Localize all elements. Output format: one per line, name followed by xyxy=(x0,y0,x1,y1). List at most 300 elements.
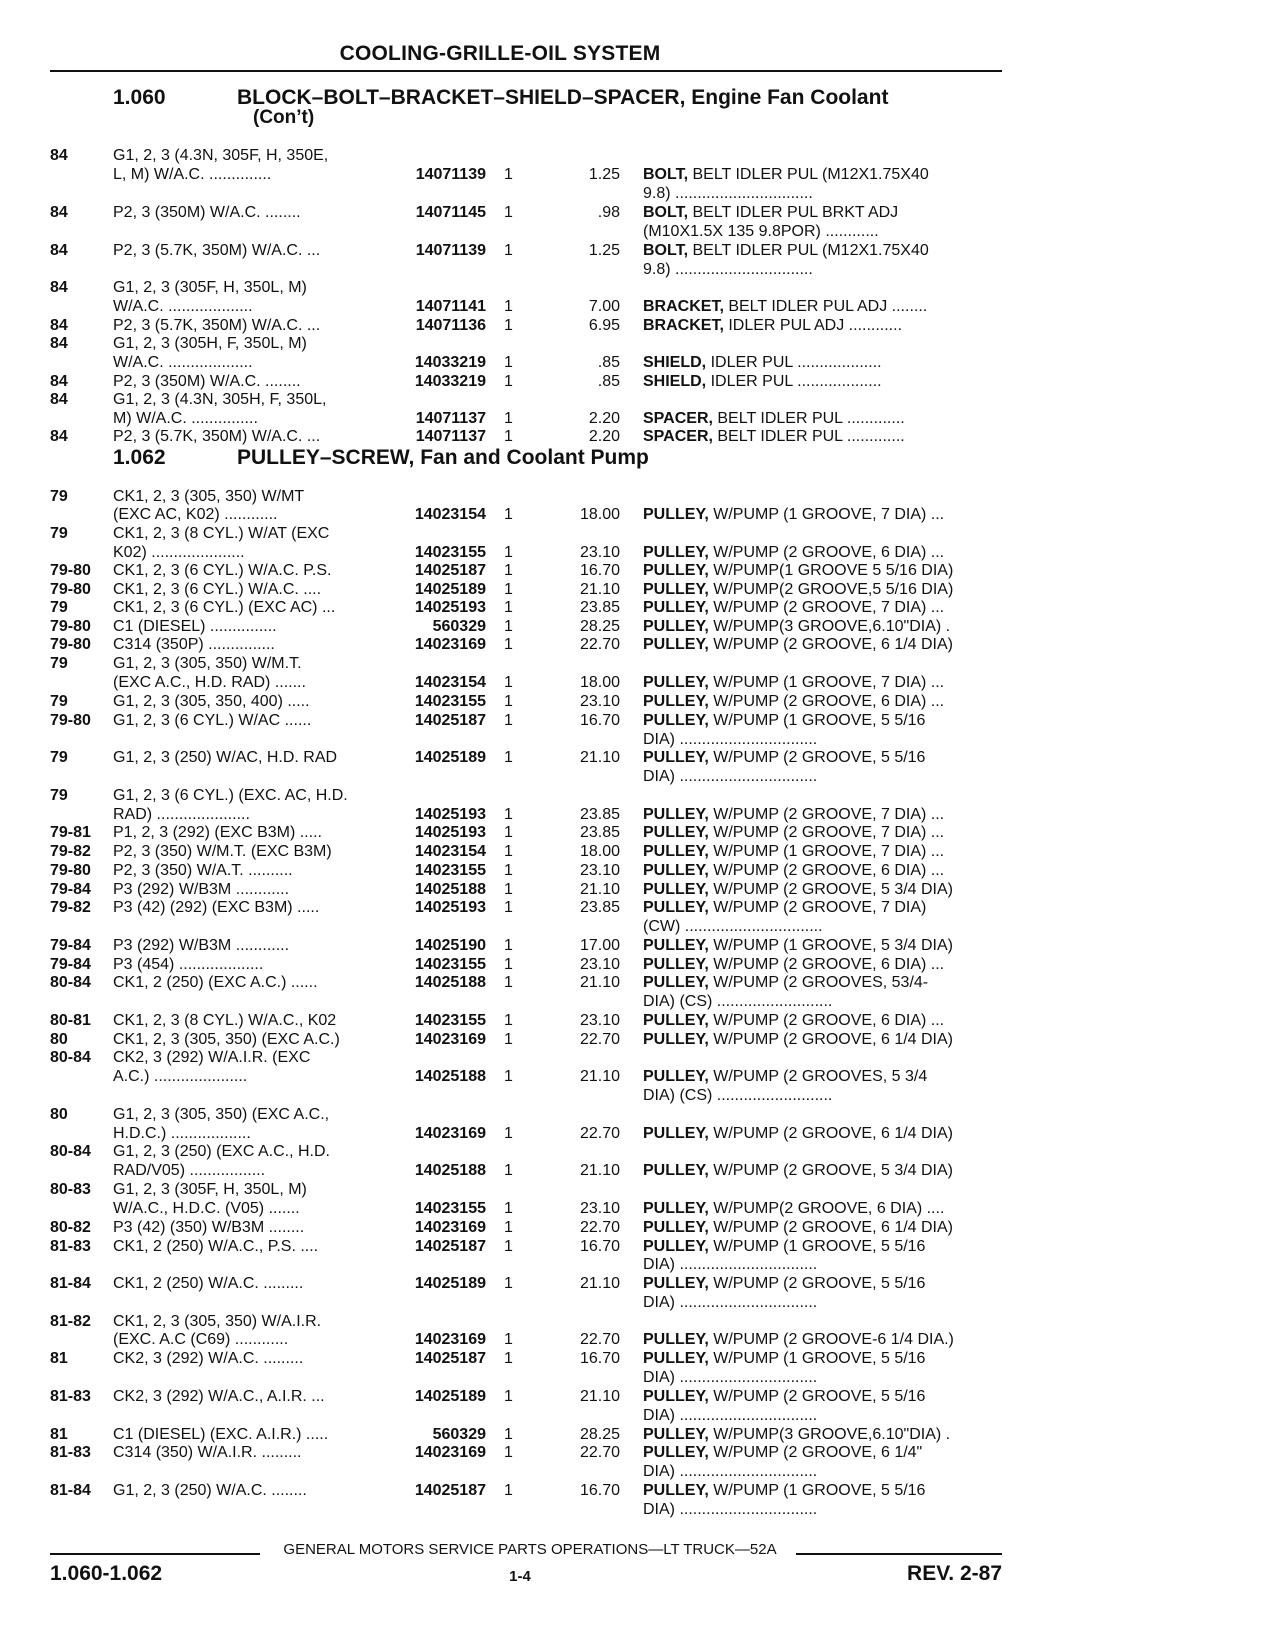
price: 23.85 xyxy=(579,899,620,916)
reference-number: 79-82 xyxy=(50,899,91,916)
reference-number: 84 xyxy=(50,147,68,164)
application: (EXC A.C., H.D. RAD) ....... xyxy=(113,674,306,691)
part-number: 14033219 xyxy=(414,373,486,390)
price: 23.85 xyxy=(579,824,620,841)
reference-number: 79 xyxy=(50,749,68,766)
application: P2, 3 (5.7K, 350M) W/A.C. ... xyxy=(113,317,321,334)
description-text: W/PUMP (2 GROOVE, 6 1/4" xyxy=(708,1444,923,1461)
application: RAD/V05) ................. xyxy=(113,1162,266,1179)
application: CK2, 3 (292) W/A.I.R. (EXC xyxy=(113,1049,311,1066)
description-keyword: PULLEY, xyxy=(643,1331,709,1348)
part-number: 14023169 xyxy=(414,636,486,653)
description-keyword: PULLEY, xyxy=(643,899,709,916)
description-keyword: PULLEY, xyxy=(643,636,709,653)
application: G1, 2, 3 (250) W/A.C. ........ xyxy=(113,1482,307,1499)
description-keyword: PULLEY, xyxy=(643,824,709,841)
section-number: 1.062 xyxy=(113,446,166,469)
part-number: 14023155 xyxy=(414,544,486,561)
part-number: 14025187 xyxy=(414,712,486,729)
description xyxy=(643,1500,1003,1519)
part-number: 14033219 xyxy=(414,354,486,371)
description-text: W/PUMP(2 GROOVE, 6 DIA) .... xyxy=(708,1200,945,1217)
description-keyword: PULLEY, xyxy=(643,1012,709,1029)
reference-number: 84 xyxy=(50,428,68,445)
price: 22.70 xyxy=(579,1031,620,1048)
description-text: W/PUMP (2 GROOVE-6 1/4 DIA.) xyxy=(708,1331,954,1348)
description-text: W/PUMP (2 GROOVES, 5 3/4 xyxy=(708,1068,928,1085)
description xyxy=(643,1368,1003,1387)
part-number: 14023155 xyxy=(414,956,486,973)
description xyxy=(643,1237,1003,1256)
description-keyword: PULLEY, xyxy=(643,749,709,766)
description-text: W/PUMP (2 GROOVE, 7 DIA) ... xyxy=(708,806,945,823)
price: 6.95 xyxy=(588,317,620,334)
application: C314 (350) W/A.I.R. ......... xyxy=(113,1444,302,1461)
description xyxy=(643,711,1003,730)
description-keyword: PULLEY, xyxy=(643,1031,709,1048)
price: 22.70 xyxy=(579,1219,620,1236)
description-text: IDLER PUL ADJ ............ xyxy=(723,317,903,334)
application: G1, 2, 3 (6 CYL.) W/AC ...... xyxy=(113,712,312,729)
reference-number: 81-84 xyxy=(50,1482,91,1499)
description-text: W/PUMP (2 GROOVE, 6 DIA) ... xyxy=(708,862,945,879)
description xyxy=(643,805,1003,824)
description xyxy=(643,1443,1003,1462)
description xyxy=(643,409,1003,428)
quantity: 1 xyxy=(504,618,513,635)
description-keyword: PULLEY, xyxy=(643,562,709,579)
part-number: 14071136 xyxy=(415,317,486,334)
section-heading-1060 xyxy=(113,86,888,110)
page-number: 1-4 xyxy=(509,1568,531,1585)
reference-number: 84 xyxy=(50,317,68,334)
description-keyword: PULLEY, xyxy=(643,881,709,898)
description-keyword: PULLEY, xyxy=(643,862,709,879)
reference-number: 79 xyxy=(50,693,68,710)
header-rule xyxy=(50,70,1002,72)
description-keyword: PULLEY, xyxy=(643,1426,709,1443)
description-text: W/PUMP (1 GROOVE, 5 5/16 xyxy=(708,1238,926,1255)
description xyxy=(643,222,1003,241)
description xyxy=(643,1124,1003,1143)
description xyxy=(643,561,1003,580)
price: 23.85 xyxy=(579,599,620,616)
part-number: 14025187 xyxy=(414,1238,486,1255)
application: P1, 2, 3 (292) (EXC B3M) ..... xyxy=(113,824,322,841)
description-text: W/PUMP (1 GROOVE, 7 DIA) ... xyxy=(708,843,945,860)
quantity: 1 xyxy=(504,843,513,860)
description-keyword: PULLEY, xyxy=(643,1238,709,1255)
quantity: 1 xyxy=(504,636,513,653)
description-text: (CW) ............................... xyxy=(643,918,823,935)
reference-number: 79 xyxy=(50,525,68,542)
quantity: 1 xyxy=(504,1219,513,1236)
part-number: 14025193 xyxy=(414,899,486,916)
description-text: W/PUMP (2 GROOVE, 5 5/16 xyxy=(708,749,926,766)
application: P2, 3 (350M) W/A.C. ........ xyxy=(113,204,301,221)
quantity: 1 xyxy=(504,693,513,710)
application: RAD) ..................... xyxy=(113,806,250,823)
application: CK1, 2, 3 (6 CYL.) W/A.C. .... xyxy=(113,581,322,598)
description xyxy=(643,617,1003,636)
description xyxy=(643,767,1003,786)
description-text: W/PUMP (2 GROOVE, 7 DIA) xyxy=(708,899,927,916)
description-text: W/PUMP (2 GROOVE, 6 1/4 DIA) xyxy=(708,1031,953,1048)
description-text: W/PUMP (1 GROOVE, 5 5/16 xyxy=(708,712,926,729)
description-text: W/PUMP (2 GROOVES, 53/4- xyxy=(708,974,929,991)
reference-number: 84 xyxy=(50,279,68,296)
reference-number: 80-84 xyxy=(50,974,91,991)
description-keyword: PULLEY, xyxy=(643,806,709,823)
description xyxy=(643,203,1003,222)
description-keyword: PULLEY, xyxy=(643,1350,709,1367)
description-text: BELT IDLER PUL (M12X1.75X40 xyxy=(688,242,929,259)
description-text: W/PUMP (2 GROOVE, 6 1/4 DIA) xyxy=(708,636,953,653)
part-number: 14025187 xyxy=(414,1482,486,1499)
description xyxy=(643,635,1003,654)
part-number: 14025193 xyxy=(414,824,486,841)
application: G1, 2, 3 (305, 350) (EXC A.C., xyxy=(113,1106,330,1123)
part-number: 14023155 xyxy=(414,1012,486,1029)
reference-number: 81-83 xyxy=(50,1444,91,1461)
price: 23.10 xyxy=(579,693,620,710)
footer-rule-left xyxy=(50,1553,260,1555)
application: P3 (42) (350) W/B3M ........ xyxy=(113,1219,305,1236)
price: 23.10 xyxy=(579,862,620,879)
reference-number: 81 xyxy=(50,1350,68,1367)
description-keyword: SHIELD, xyxy=(643,373,707,390)
reference-number: 79-80 xyxy=(50,581,91,598)
part-number: 14023169 xyxy=(414,1125,486,1142)
description-keyword: PULLEY, xyxy=(643,693,709,710)
description xyxy=(643,1406,1003,1425)
quantity: 1 xyxy=(504,674,513,691)
description-keyword: PULLEY, xyxy=(643,712,709,729)
description xyxy=(643,880,1003,899)
application: CK1, 2 (250) (EXC A.C.) ...... xyxy=(113,974,318,991)
description xyxy=(643,297,1003,316)
description-text: W/PUMP (1 GROOVE, 5 5/16 xyxy=(708,1350,926,1367)
application: P2, 3 (350M) W/A.C. ........ xyxy=(113,373,301,390)
description xyxy=(643,316,1003,335)
application: G1, 2, 3 (4.3N, 305F, H, 350E, xyxy=(113,147,329,164)
price: 23.10 xyxy=(579,1012,620,1029)
part-number: 14071137 xyxy=(415,410,486,427)
description-text: W/PUMP(3 GROOVE,6.10"DIA) . xyxy=(708,1426,951,1443)
description xyxy=(643,1481,1003,1500)
application: W/A.C. ................... xyxy=(113,298,253,315)
description-text: W/PUMP (2 GROOVE, 7 DIA) ... xyxy=(708,599,945,616)
footer-publisher: GENERAL MOTORS SERVICE PARTS OPERATIONS—LT TRUCK—52A xyxy=(283,1541,777,1558)
description-text: DIA) ............................... xyxy=(643,1294,818,1311)
reference-number: 79-80 xyxy=(50,636,91,653)
application: H.D.C.) .................. xyxy=(113,1125,251,1142)
description-text: DIA) ............................... xyxy=(643,1463,818,1480)
quantity: 1 xyxy=(504,1238,513,1255)
reference-number: 79-80 xyxy=(50,862,91,879)
application: (EXC AC, K02) ............ xyxy=(113,506,278,523)
application: L, M) W/A.C. .............. xyxy=(113,166,272,183)
description xyxy=(643,1161,1003,1180)
description xyxy=(643,427,1003,446)
description-keyword: BOLT, xyxy=(643,204,689,221)
reference-number: 81-83 xyxy=(50,1388,91,1405)
reference-number: 79 xyxy=(50,488,68,505)
description-text: IDLER PUL ................... xyxy=(706,373,882,390)
price: 22.70 xyxy=(579,636,620,653)
quantity: 1 xyxy=(504,354,513,371)
description-text: 9.8) ............................... xyxy=(643,261,813,278)
quantity: 1 xyxy=(504,749,513,766)
reference-number: 81-83 xyxy=(50,1238,91,1255)
application: G1, 2, 3 (305F, H, 350L, M) xyxy=(113,279,307,296)
description-text: W/PUMP (2 GROOVE, 6 DIA) ... xyxy=(708,544,945,561)
footer-rule-right xyxy=(796,1553,1002,1555)
quantity: 1 xyxy=(504,166,513,183)
description-keyword: SPACER, xyxy=(643,428,713,445)
description-text: W/PUMP (1 GROOVE, 7 DIA) ... xyxy=(708,506,945,523)
price: 21.10 xyxy=(579,881,620,898)
price: .85 xyxy=(597,373,620,390)
description xyxy=(643,692,1003,711)
part-number: 14025189 xyxy=(414,1388,486,1405)
quantity: 1 xyxy=(504,298,513,315)
description xyxy=(643,936,1003,955)
description-keyword: PULLEY, xyxy=(643,1068,709,1085)
description xyxy=(643,1462,1003,1481)
description-text: BELT IDLER PUL ............. xyxy=(712,428,905,445)
price: 21.10 xyxy=(579,581,620,598)
application: A.C.) ..................... xyxy=(113,1068,248,1085)
description-keyword: PULLEY, xyxy=(643,1482,709,1499)
description-keyword: PULLEY, xyxy=(643,581,709,598)
description-text: BELT IDLER PUL ADJ ........ xyxy=(723,298,928,315)
description xyxy=(643,730,1003,749)
application: K02) ..................... xyxy=(113,544,245,561)
reference-number: 80 xyxy=(50,1106,68,1123)
section-subtitle: (Con’t) xyxy=(253,107,315,128)
price: 22.70 xyxy=(579,1444,620,1461)
description-text: W/PUMP (2 GROOVE, 6 1/4 DIA) xyxy=(708,1125,953,1142)
description-text: DIA) ............................... xyxy=(643,768,818,785)
quantity: 1 xyxy=(504,881,513,898)
quantity: 1 xyxy=(504,1388,513,1405)
part-number: 14023169 xyxy=(414,1331,486,1348)
description-text: DIA) ............................... xyxy=(643,1369,818,1386)
description-text: DIA) ............................... xyxy=(643,1501,818,1518)
price: 16.70 xyxy=(579,1238,620,1255)
part-number: 14071139 xyxy=(415,242,486,259)
part-number: 14025193 xyxy=(414,599,486,616)
description xyxy=(643,1425,1003,1444)
application: C1 (DIESEL) (EXC. A.I.R.) ..... xyxy=(113,1426,329,1443)
application: CK1, 2, 3 (305, 350) (EXC A.C.) xyxy=(113,1031,340,1048)
description xyxy=(643,973,1003,992)
application: CK1, 2, 3 (8 CYL.) W/AT (EXC xyxy=(113,525,330,542)
description xyxy=(643,823,1003,842)
price: 18.00 xyxy=(579,674,620,691)
application: CK1, 2 (250) W/A.C., P.S. .... xyxy=(113,1238,319,1255)
reference-number: 84 xyxy=(50,391,68,408)
description-text: W/PUMP(3 GROOVE,6.10"DIA) . xyxy=(708,618,951,635)
quantity: 1 xyxy=(504,242,513,259)
part-number: 560329 xyxy=(432,618,486,635)
part-number: 14071145 xyxy=(415,204,486,221)
description xyxy=(643,165,1003,184)
description-text: W/PUMP (2 GROOVE, 6 DIA) ... xyxy=(708,956,945,973)
application: P3 (454) ................... xyxy=(113,956,264,973)
section-title: BLOCK–BOLT–BRACKET–SHIELD–SPACER, Engine Fan Coolant xyxy=(237,86,889,109)
reference-number: 80-82 xyxy=(50,1219,91,1236)
price: 21.10 xyxy=(579,1068,620,1085)
part-number: 14023155 xyxy=(414,862,486,879)
reference-number: 80-81 xyxy=(50,1012,91,1029)
quantity: 1 xyxy=(504,1482,513,1499)
reference-number: 80 xyxy=(50,1031,68,1048)
description-keyword: PULLEY, xyxy=(643,618,709,635)
quantity: 1 xyxy=(504,806,513,823)
description-keyword: PULLEY, xyxy=(643,1444,709,1461)
description xyxy=(643,1293,1003,1312)
description-keyword: SPACER, xyxy=(643,410,713,427)
description xyxy=(643,673,1003,692)
description xyxy=(643,598,1003,617)
reference-number: 84 xyxy=(50,335,68,352)
description-keyword: PULLEY, xyxy=(643,1162,709,1179)
application: P2, 3 (350) W/M.T. (EXC B3M) xyxy=(113,843,332,860)
part-number: 14025189 xyxy=(414,749,486,766)
price: 22.70 xyxy=(579,1331,620,1348)
quantity: 1 xyxy=(504,204,513,221)
price: 21.10 xyxy=(579,1162,620,1179)
quantity: 1 xyxy=(504,317,513,334)
price: 7.00 xyxy=(588,298,620,315)
price: 23.10 xyxy=(579,956,620,973)
quantity: 1 xyxy=(504,373,513,390)
description xyxy=(643,898,1003,917)
reference-number: 79-84 xyxy=(50,956,91,973)
quantity: 1 xyxy=(504,1444,513,1461)
quantity: 1 xyxy=(504,824,513,841)
price: 23.10 xyxy=(579,1200,620,1217)
description xyxy=(643,1218,1003,1237)
price: 28.25 xyxy=(579,1426,620,1443)
quantity: 1 xyxy=(504,1125,513,1142)
application: G1, 2, 3 (250) W/AC, H.D. RAD xyxy=(113,749,338,766)
quantity: 1 xyxy=(504,712,513,729)
application: P3 (42) (292) (EXC B3M) ..... xyxy=(113,899,320,916)
description-keyword: PULLEY, xyxy=(643,1125,709,1142)
description-text: W/PUMP (2 GROOVE, 7 DIA) ... xyxy=(708,824,945,841)
price: 2.20 xyxy=(588,410,620,427)
quantity: 1 xyxy=(504,410,513,427)
reference-number: 84 xyxy=(50,204,68,221)
reference-number: 80-84 xyxy=(50,1049,91,1066)
application: P2, 3 (5.7K, 350M) W/A.C. ... xyxy=(113,242,321,259)
part-number: 14025190 xyxy=(414,937,486,954)
description-keyword: PULLEY, xyxy=(643,599,709,616)
description-text: W/PUMP (2 GROOVE, 6 DIA) ... xyxy=(708,693,945,710)
description-text: 9.8) ............................... xyxy=(643,185,813,202)
quantity: 1 xyxy=(504,1426,513,1443)
part-number: 14025187 xyxy=(414,1350,486,1367)
price: 28.25 xyxy=(579,618,620,635)
description xyxy=(643,861,1003,880)
price: 22.70 xyxy=(579,1125,620,1142)
price: 21.10 xyxy=(579,1388,620,1405)
application: G1, 2, 3 (305, 350, 400) ..... xyxy=(113,693,310,710)
part-number: 14025188 xyxy=(414,1068,486,1085)
reference-number: 80-84 xyxy=(50,1143,91,1160)
description-text: W/PUMP (1 GROOVE, 5 3/4 DIA) xyxy=(708,937,953,954)
description-keyword: PULLEY, xyxy=(643,956,709,973)
application: G1, 2, 3 (250) (EXC A.C., H.D. xyxy=(113,1143,330,1160)
application: P2, 3 (350) W/A.T. .......... xyxy=(113,862,293,879)
application: (EXC. A.C (C69) ............ xyxy=(113,1331,289,1348)
reference-number: 79-81 xyxy=(50,824,91,841)
quantity: 1 xyxy=(504,1031,513,1048)
reference-number: 81 xyxy=(50,1426,68,1443)
description-text: BELT IDLER PUL BRKT ADJ xyxy=(688,204,899,221)
reference-number: 81-82 xyxy=(50,1313,91,1330)
section-number: 1.060 xyxy=(113,86,166,109)
reference-number: 79 xyxy=(50,655,68,672)
reference-number: 81-84 xyxy=(50,1275,91,1292)
application: CK1, 2, 3 (305, 350) W/MT xyxy=(113,488,305,505)
application: CK1, 2, 3 (6 CYL.) W/A.C. P.S. xyxy=(113,562,332,579)
part-number: 14023154 xyxy=(414,843,486,860)
description-keyword: PULLEY, xyxy=(643,1200,709,1217)
application: CK2, 3 (292) W/A.C., A.I.R. ... xyxy=(113,1388,325,1405)
description xyxy=(643,580,1003,599)
description-keyword: PULLEY, xyxy=(643,1219,709,1236)
description-keyword: PULLEY, xyxy=(643,544,709,561)
reference-number: 84 xyxy=(50,373,68,390)
revision-label: REV. 2-87 xyxy=(907,1562,1002,1585)
description xyxy=(643,955,1003,974)
description xyxy=(643,260,1003,279)
reference-number: 79 xyxy=(50,599,68,616)
description xyxy=(643,842,1003,861)
description-keyword: PULLEY, xyxy=(643,674,709,691)
description-text: IDLER PUL ................... xyxy=(706,354,882,371)
application: P2, 3 (5.7K, 350M) W/A.C. ... xyxy=(113,428,321,445)
quantity: 1 xyxy=(504,581,513,598)
price: 1.25 xyxy=(588,242,620,259)
description-text: BELT IDLER PUL (M12X1.75X40 xyxy=(688,166,929,183)
price: 23.10 xyxy=(579,544,620,561)
description-text: DIA) ............................... xyxy=(643,1256,818,1273)
quantity: 1 xyxy=(504,1012,513,1029)
price: 23.85 xyxy=(579,806,620,823)
application: G1, 2, 3 (4.3N, 305H, F, 350L, xyxy=(113,391,327,408)
section-title: PULLEY–SCREW, Fan and Coolant Pump xyxy=(237,446,649,469)
price: 21.10 xyxy=(579,749,620,766)
price: 1.25 xyxy=(588,166,620,183)
description xyxy=(643,748,1003,767)
description-text: DIA) (CS) .......................... xyxy=(643,1087,833,1104)
reference-number: 79-80 xyxy=(50,712,91,729)
application: G1, 2, 3 (6 CYL.) (EXC. AC, H.D. xyxy=(113,787,348,804)
description-keyword: BOLT, xyxy=(643,242,689,259)
part-number: 14023154 xyxy=(414,506,486,523)
quantity: 1 xyxy=(504,562,513,579)
part-number: 14071137 xyxy=(415,428,486,445)
quantity: 1 xyxy=(504,1275,513,1292)
description xyxy=(643,1349,1003,1368)
description-text: (M10X1.5X 135 9.8POR) ............ xyxy=(643,223,879,240)
description xyxy=(643,917,1003,936)
